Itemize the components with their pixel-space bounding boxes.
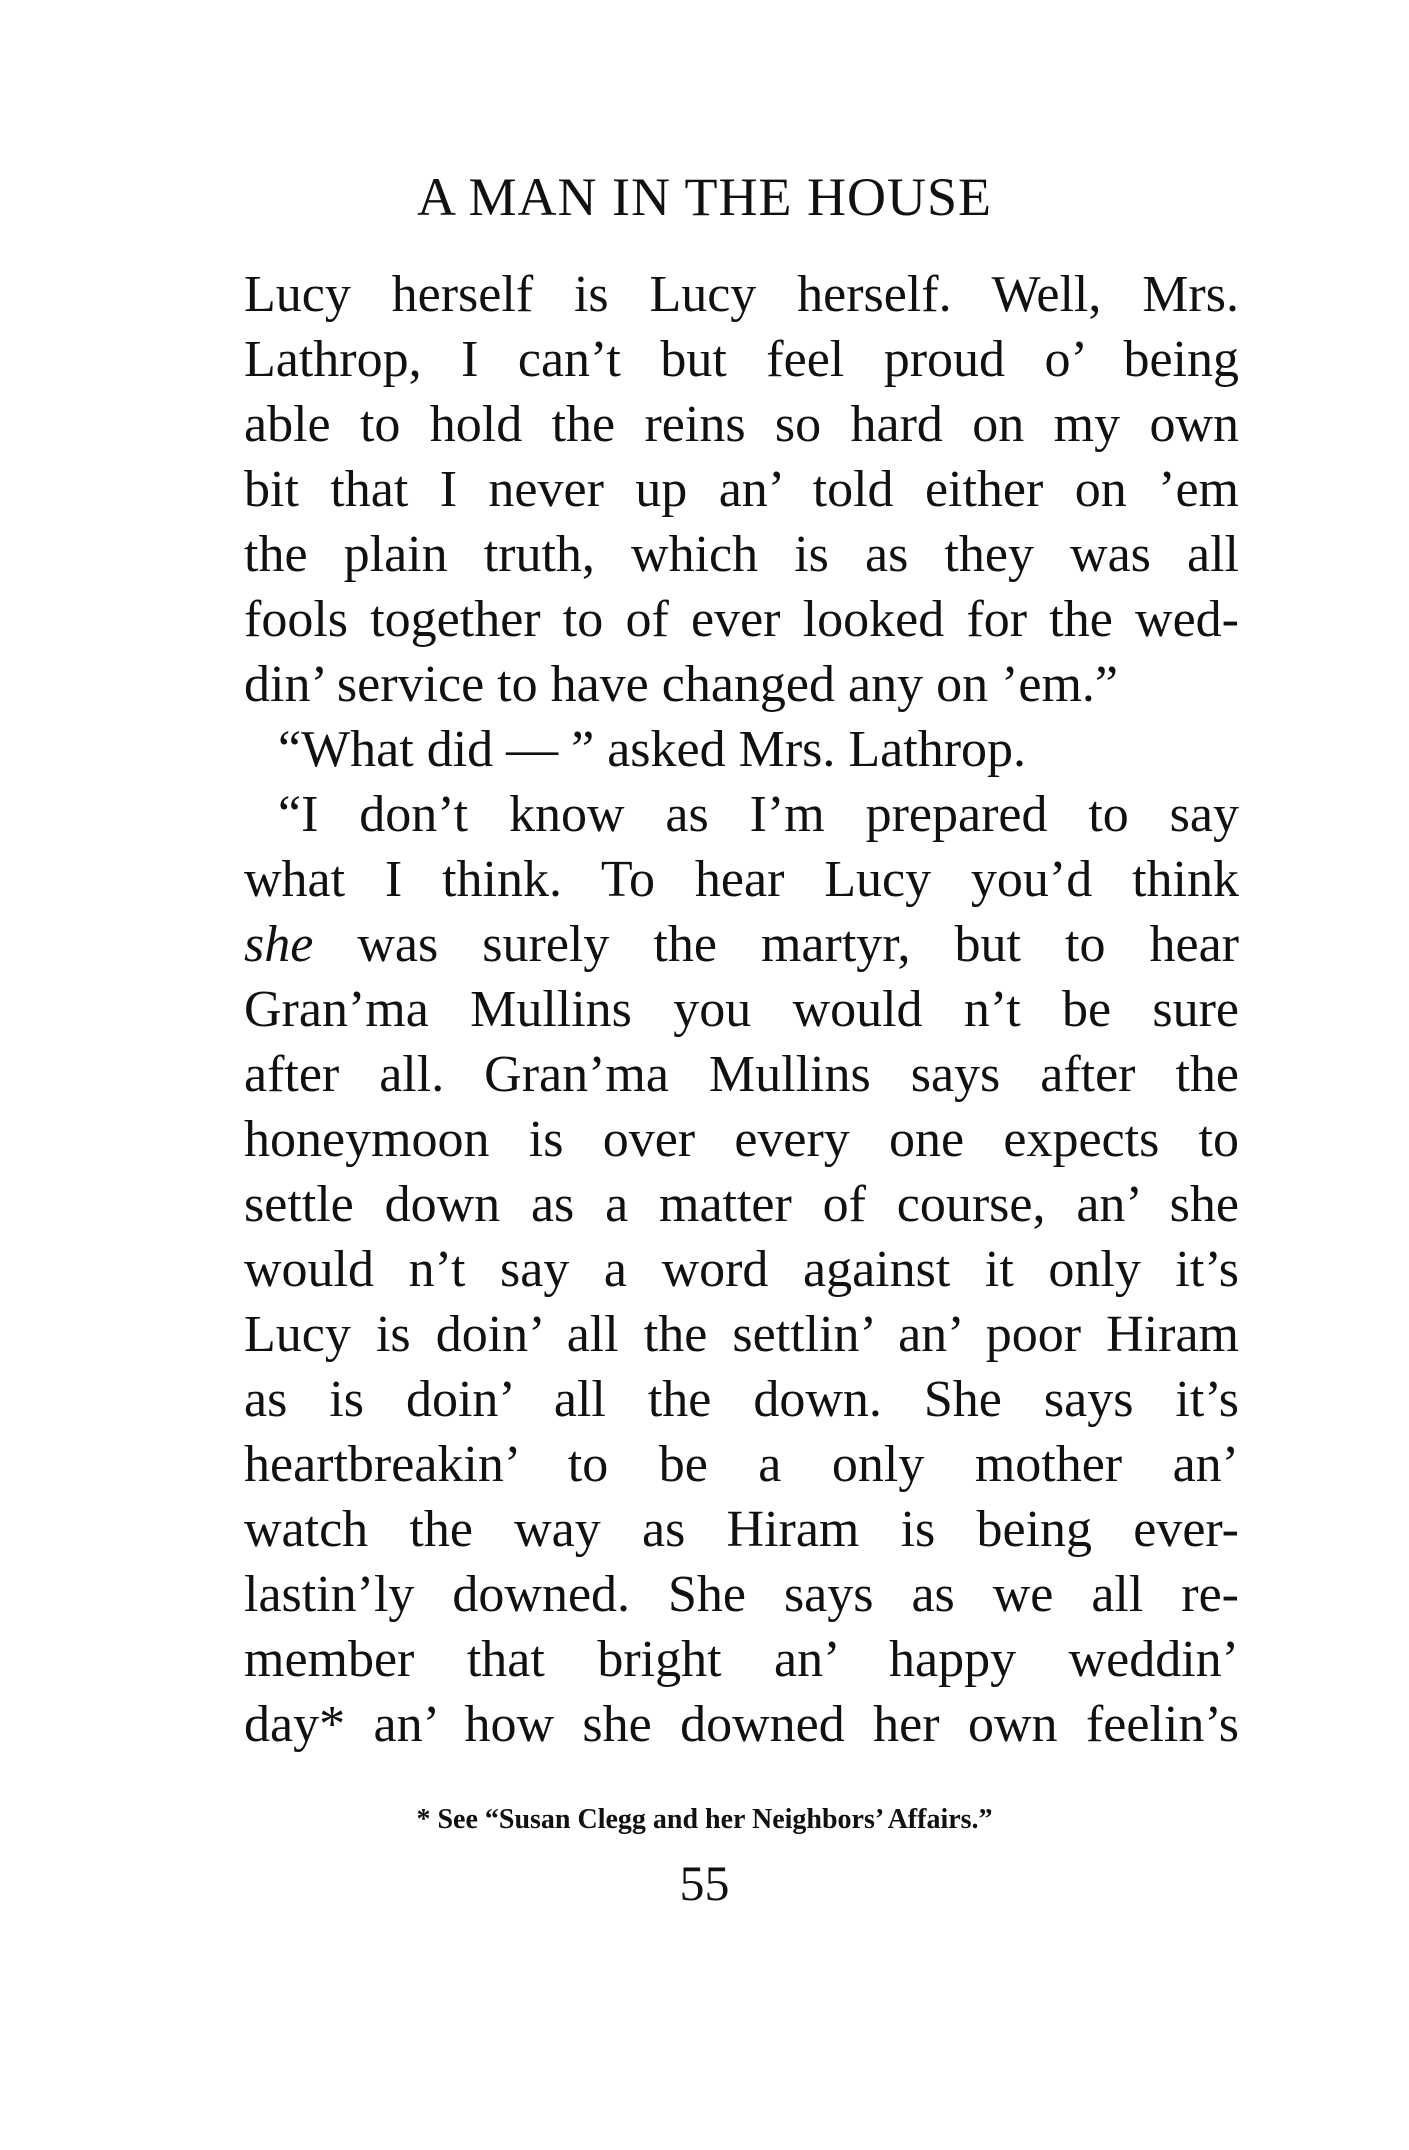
text-line: member that bright an’ happy weddin’: [244, 1631, 1239, 1688]
text-line: Gran’ma Mullins you would n’t be sure: [244, 981, 1239, 1038]
text-line: lastin’ly downed. She says as we all re-: [244, 1566, 1239, 1623]
text-line: bit that I never up an’ told either on ’em: [244, 461, 1239, 518]
text-line: would n’t say a word against it only it’s: [244, 1241, 1239, 1298]
text-line-with-emphasis: [244, 912, 1239, 977]
footnote: * See “Susan Clegg and her Neighbors’ Affairs.”: [416, 1804, 993, 1835]
body-text: [244, 262, 1239, 1757]
page-number: 55: [679, 1855, 730, 1911]
emphasized-word: she: [244, 916, 314, 973]
text-line: the plain truth, which is as they was all: [244, 526, 1239, 583]
text-line: able to hold the reins so hard on my own: [244, 396, 1239, 453]
text-line: as is doin’ all the down. She says it’s: [244, 1371, 1239, 1428]
text-line: “What did — ” asked Mrs. Lathrop.: [278, 721, 1027, 778]
text-line: after all. Gran’ma Mullins says after the: [244, 1046, 1239, 1103]
line-remainder: was surely the martyr, but to hear: [313, 916, 1239, 973]
text-line: “I don’t know as I’m prepared to say: [278, 786, 1239, 843]
text-line: heartbreakin’ to be a only mother an’: [244, 1436, 1239, 1493]
text-line: Lathrop, I can’t but feel proud o’ being: [244, 331, 1239, 388]
text-line: day* an’ how she downed her own feelin’s: [244, 1696, 1239, 1753]
text-line: honeymoon is over every one expects to: [244, 1111, 1239, 1168]
running-head: A MAN IN THE HOUSE: [416, 167, 992, 227]
text-line: watch the way as Hiram is being ever-: [244, 1501, 1239, 1558]
text-line: settle down as a matter of course, an’ she: [244, 1176, 1239, 1233]
text-line: Lucy herself is Lucy herself. Well, Mrs.: [244, 266, 1239, 323]
text-line: what I think. To hear Lucy you’d think: [244, 851, 1239, 908]
text-line: Lucy is doin’ all the settlin’ an’ poor Hiram: [244, 1306, 1239, 1363]
text-line: fools together to of ever looked for the wed-: [244, 591, 1239, 648]
text-line: din’ service to have changed any on ’em.”: [244, 656, 1118, 713]
